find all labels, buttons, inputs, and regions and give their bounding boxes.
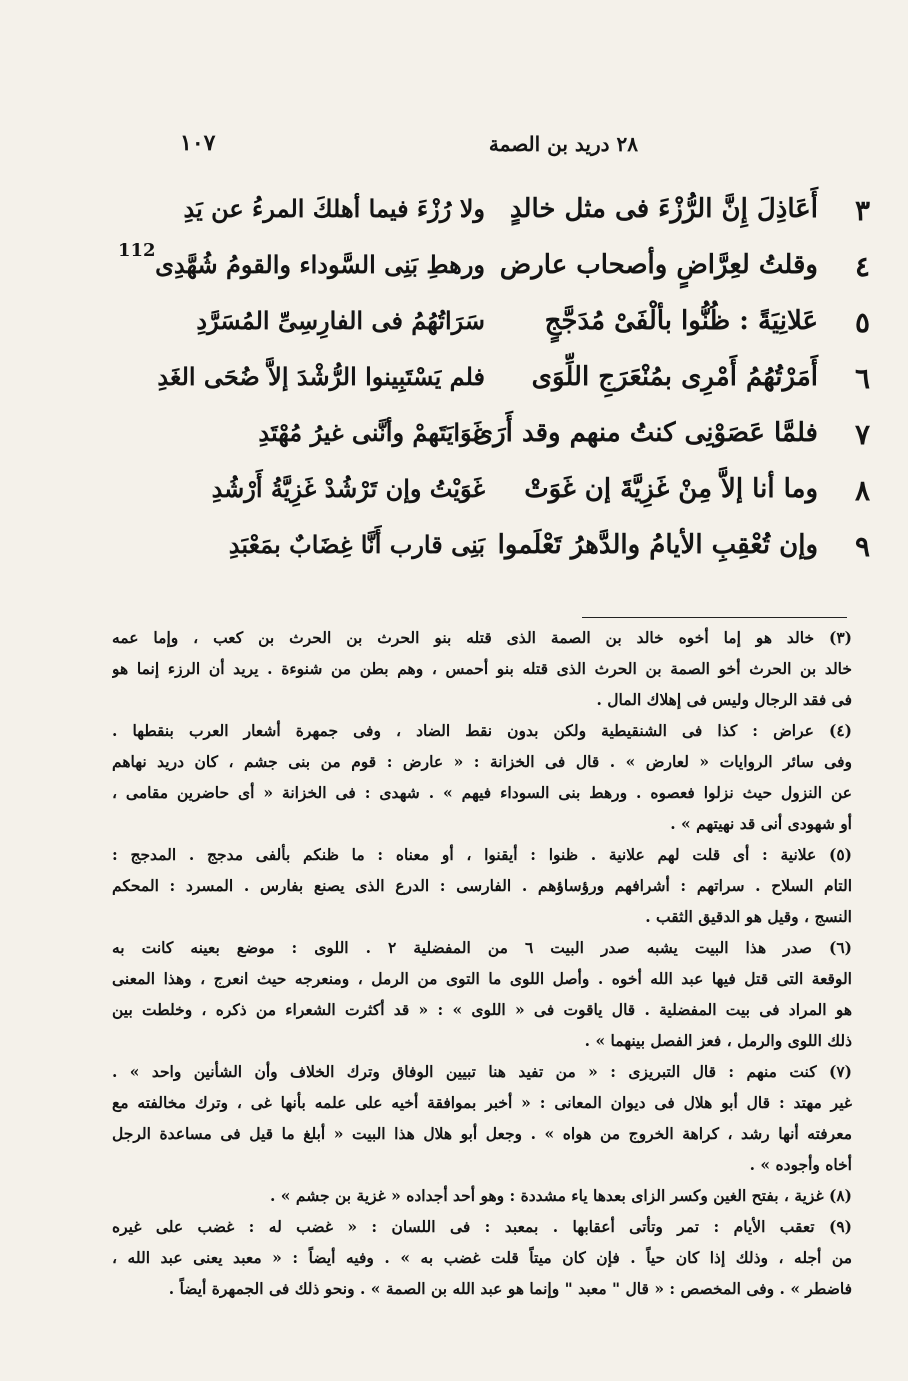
footnote-line: الوقعة التى قتل فيها عبد الله أخوه . وأصل اللوى ما التوى من الرمل ، ومنعرجه حيث انعرج ، وهذا المعنى <box>112 969 852 988</box>
footnote-line: فاضطر » . وفى المخصص : « قال " معبد " وإنما هو عبد الله بن الصمة » . ونحو ذلك فى الجمهرة أيضاً . <box>168 1279 852 1298</box>
footnote-line: أو شهودى أنى قد نهيتهم » . <box>670 814 852 833</box>
footnote-line: (٨) غزية ، بفتح الغين وكسر الزاى بعدها ياء مشددة : وهو أحد أجداده « غزية بن جشم » . <box>270 1186 852 1205</box>
footnote-line: أخاه وأجوده » . <box>749 1155 852 1174</box>
verse-number: ٧ <box>854 418 870 451</box>
footnote-line: (٧) كنت منهم : قال التبريزى : « من تفيد هنا تبيين الوفاق وترك الخلاف وأن الشأنين واحد » . <box>112 1062 852 1081</box>
verse-number: ٩ <box>854 530 870 563</box>
footnote-line: من أجله ، وذلك إذا كان حياً . فإن كان ميتاً قلت غضب به » . وفيه أيضاً : « معبد يعنى عبد الله ، <box>112 1248 852 1267</box>
verse-first-hemistich: وما أنا إلاَّ مِنْ غَزِيَّةَ إن غَوَتْ <box>524 474 818 504</box>
footnote-line: (٤) عراض : كذا فى الشنقيطية ولكن بدون نقط الضاد ، وفى جمهرة أشعار العرب بنقطها . <box>112 721 852 740</box>
verse <box>155 244 870 300</box>
verse-second-hemistich: غَوَايَتَهمْ وأنَّنى غيرُ مُهْتَدِ <box>258 418 485 447</box>
verse <box>157 356 870 412</box>
footnote-line: التام السلاح . سراتهم : أشرافهم ورؤساؤهم . الفارسى : الدرع الذى يصنع بفارس . المسرد : المحكم <box>112 876 852 895</box>
footnote <box>112 1211 852 1304</box>
verse-first-hemistich: وقلتُ لعِرَّاضٍ وأصحاب عارض <box>499 250 818 280</box>
footnote <box>112 1056 852 1180</box>
verse <box>170 412 870 468</box>
footnote-line: ذلك اللوى والرمل ، فعز الفصل بينهما » . <box>584 1031 852 1050</box>
footnote-line: خالد بن الحرث أخو الصمة بن الحرث الذى قتله بنو أحمس ، وهم بطن من شنوءة . يريد أن الرزء إنما هو <box>112 659 852 678</box>
footnote-divider <box>582 617 847 618</box>
margin-reference: 112 <box>118 240 156 261</box>
verse-first-hemistich: أَمَرْتُهُمُ أَمْرِى بمُنْعَرَجِ اللِّوَى <box>531 362 818 392</box>
footnote-line: (٩) تعقب الأيام : تمر وتأتى أعقابها . بمعبد : فى اللسان : « غضب له : غضب على غيره <box>112 1217 852 1236</box>
poem <box>155 188 870 580</box>
footnote <box>112 715 852 839</box>
verse-first-hemistich: عَلانِيَةً : ظُنُّوا بألْفَىْ مُدَجَّجٍ <box>544 306 818 336</box>
verse-number: ٣ <box>854 194 870 227</box>
verse <box>170 300 870 356</box>
verse-first-hemistich: أَعَاذِلَ إِنَّ الرُّزْءَ فى مثل خالدٍ <box>509 194 818 224</box>
verse-second-hemistich: ولا رُزْءَ فيما أهلكَ المرءُ عن يَدِ <box>183 194 485 223</box>
verse <box>170 524 870 580</box>
footnote-line: النسج ، وقيل هو الدقيق الثقب . <box>645 907 852 926</box>
verse-first-hemistich: فلمَّا عَصَوْنِى كنتُ منهم وقد أَرَى <box>472 418 818 448</box>
verse-second-hemistich: بَنِى قارب أَنَّا غِضَابٌ بمَعْبَدِ <box>228 530 485 559</box>
verse-number: ٥ <box>854 306 870 339</box>
footnote-line: (٣) خالد هو إما أخوه خالد بن الصمة الذى قتله بنو الحرث بن الحرث بن كعب ، وإما عمه <box>112 628 852 647</box>
verse-number: ٤ <box>854 250 870 283</box>
footnote-line: غير مهتد : قال أبو هلال فى ديوان المعانى : « أخبر بموافقة أخيه على علمه بأنها غى ، وترك مخالفته مع <box>112 1093 852 1112</box>
footnote-line: معرفته أنها رشد ، كراهة الخروج من هواه » . وجعل أبو هلال هذا البيت « أبلغ ما قيل فى مساعدة الرجل <box>112 1124 852 1143</box>
footnotes <box>112 622 852 1304</box>
footnote-line: وفى سائر الروايات « لعارض » . قال فى الخزانة : « عارض : قوم من بنى جشم ، كان دريد نهاهم <box>112 752 852 771</box>
footnote-line: (٥) علانية : أى قلت لهم علانية . ظنوا : أيقنوا ، أو معناه : ما ظنكم بألفى مدجج . المدجج : <box>112 845 852 864</box>
verse-second-hemistich: ورهطِ بَنِى السَّوداء والقومُ شُهَّدِى <box>155 250 485 279</box>
footnote-line: هو المراد فى بيت المفضلية . قال ياقوت فى « اللوى » : « قد أكثرت الشعراء من ذكره ، وخلطت بين <box>112 1000 852 1019</box>
verse-second-hemistich: فلم يَسْتَبِينوا الرُّشْدَ إلاَّ ضُحَى الغَدِ <box>157 362 485 391</box>
verse-second-hemistich: غَوَيْتُ وإن تَرْشُدْ غَزِيَّةُ أَرْشُدِ <box>211 474 485 503</box>
footnote-line: فى فقد الرجال وليس فى إهلاك المال . <box>596 690 852 709</box>
footnote <box>112 1180 852 1211</box>
footnote-line: عن النزول حيث نزلوا فعصوه . ورهط بنى السوداء فيهم » . شهدى : فى الخزانة « أى حاضرين مقامى ، <box>112 783 852 802</box>
verse <box>170 188 870 244</box>
page-header <box>170 132 748 166</box>
page-number: ١٠٧ <box>180 130 216 156</box>
footnote-line: (٦) صدر هذا البيت يشبه صدر البيت ٦ من المفضلية ٢ . اللوى : موضع بعينه كانت به <box>112 938 852 957</box>
verse-number: ٦ <box>854 362 870 395</box>
verse-second-hemistich: سَرَاتُهُمُ فى الفارِسِىِّ المُسَرَّدِ <box>196 306 485 335</box>
footnote <box>112 622 852 715</box>
footnote <box>112 839 852 932</box>
footnote <box>112 932 852 1056</box>
running-title: ٢٨ دريد بن الصمة <box>488 132 638 156</box>
verse-first-hemistich: وإن تُعْقِبِ الأيامُ والدَّهرُ تَعْلَموا <box>497 530 818 560</box>
verse <box>170 468 870 524</box>
verse-number: ٨ <box>854 474 870 507</box>
